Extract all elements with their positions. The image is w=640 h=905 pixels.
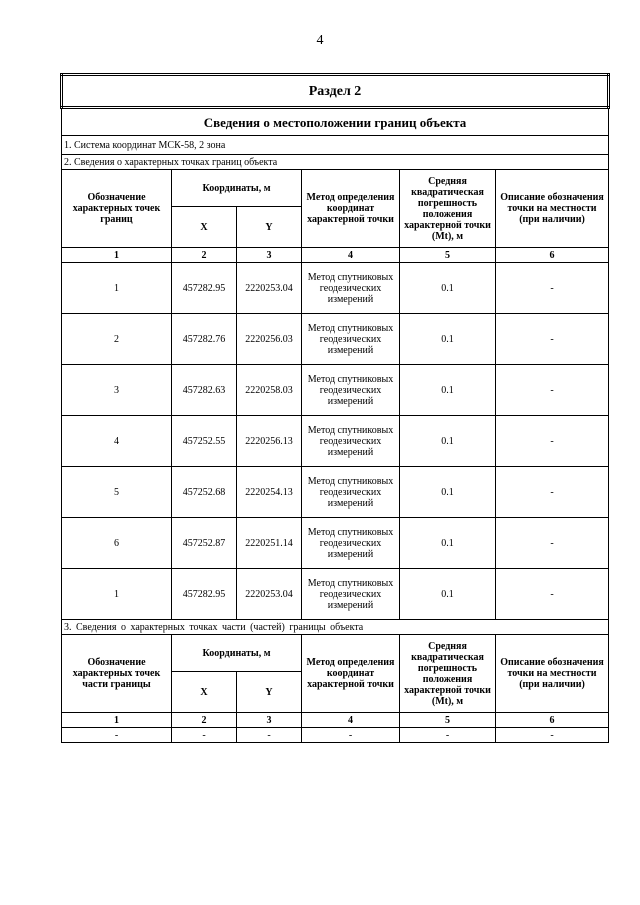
header-description: Описание обозначения точки на местности (при наличии) [496,170,609,248]
point-x: 457282.95 [172,263,237,314]
parts-table-row [62,728,609,743]
header-error: Средняя квадратическая погрешность положения характерной точки (Mt), м [400,170,496,248]
page-number: 4 [316,33,324,48]
point-x: 457282.76 [172,314,237,365]
parts-heading: 3. Сведения о характерных точках части (частей) границы объекта [62,620,609,635]
table-row [62,263,609,314]
column-number: 3 [237,713,302,728]
point-x: 457282.63 [172,365,237,416]
points-heading: 2. Сведения о характерных точках границ объекта [62,155,609,170]
point-y: 2220251.14 [237,518,302,569]
section-title: Раздел 2 [62,75,609,108]
column-number: 1 [62,713,172,728]
point-y: 2220253.04 [237,569,302,620]
point-id: 6 [62,518,172,569]
point-method: Метод спутниковых геодезических измерений [302,365,400,416]
table-row [62,467,609,518]
section-table [60,73,610,743]
column-number: 5 [400,248,496,263]
point-error: 0.1 [400,467,496,518]
parts-cell: - [237,728,302,743]
parts-cell: - [172,728,237,743]
table-row [62,416,609,467]
point-id: 1 [62,263,172,314]
table-row [62,569,609,620]
header-method: Метод определения координат характерной точки [302,170,400,248]
coord-system-line: 1. Система координат МСК-58, 2 зона [62,136,609,155]
parts-cell: - [62,728,172,743]
parts-header-y: Y [237,672,302,713]
column-number: 2 [172,248,237,263]
column-number: 4 [302,713,400,728]
point-description: - [496,569,609,620]
parts-header-designation: Обозначение характерных точек части границы [62,635,172,713]
point-error: 0.1 [400,569,496,620]
point-method: Метод спутниковых геодезических измерений [302,569,400,620]
point-error: 0.1 [400,518,496,569]
parts-header-method: Метод определения координат характерной точки [302,635,400,713]
point-y: 2220253.04 [237,263,302,314]
point-description: - [496,365,609,416]
point-method: Метод спутниковых геодезических измерений [302,263,400,314]
point-x: 457282.95 [172,569,237,620]
point-method: Метод спутниковых геодезических измерений [302,467,400,518]
parts-header-error: Средняя квадратическая погрешность положения характерной точки (Mt), м [400,635,496,713]
header-x: X [172,207,237,248]
point-x: 457252.55 [172,416,237,467]
parts-cell: - [496,728,609,743]
point-error: 0.1 [400,365,496,416]
document-frame [60,73,607,743]
point-description: - [496,518,609,569]
header-y: Y [237,207,302,248]
section-subtitle: Сведения о местоположении границ объекта [62,108,609,136]
point-description: - [496,416,609,467]
point-description: - [496,467,609,518]
point-x: 457252.68 [172,467,237,518]
point-y: 2220254.13 [237,467,302,518]
point-method: Метод спутниковых геодезических измерений [302,518,400,569]
point-method: Метод спутниковых геодезических измерений [302,416,400,467]
point-y: 2220256.03 [237,314,302,365]
column-number: 2 [172,713,237,728]
parts-header-x: X [172,672,237,713]
point-id: 5 [62,467,172,518]
parts-header-description: Описание обозначения точки на местности (при наличии) [496,635,609,713]
table-row [62,314,609,365]
point-description: - [496,314,609,365]
point-y: 2220256.13 [237,416,302,467]
column-number: 6 [496,713,609,728]
column-number: 3 [237,248,302,263]
column-number: 1 [62,248,172,263]
parts-cell: - [302,728,400,743]
point-x: 457252.87 [172,518,237,569]
point-description: - [496,263,609,314]
point-y: 2220258.03 [237,365,302,416]
point-id: 1 [62,569,172,620]
parts-column-number-row [62,713,609,728]
point-id: 2 [62,314,172,365]
point-error: 0.1 [400,314,496,365]
point-error: 0.1 [400,263,496,314]
parts-header-coordinates: Координаты, м [172,635,302,672]
column-number: 4 [302,248,400,263]
column-number: 5 [400,713,496,728]
table-row [62,518,609,569]
column-number-row [62,248,609,263]
point-id: 3 [62,365,172,416]
table-row [62,365,609,416]
header-coordinates: Координаты, м [172,170,302,207]
point-method: Метод спутниковых геодезических измерений [302,314,400,365]
parts-cell: - [400,728,496,743]
point-error: 0.1 [400,416,496,467]
column-number: 6 [496,248,609,263]
header-designation: Обозначение характерных точек границ [62,170,172,248]
point-id: 4 [62,416,172,467]
